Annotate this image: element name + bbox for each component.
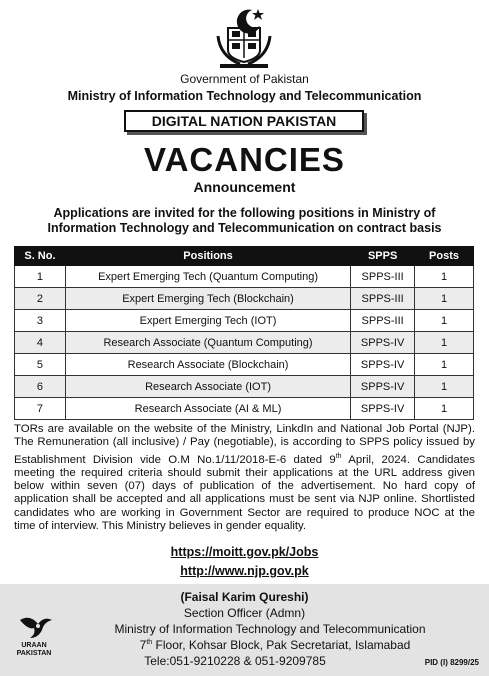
cell-sno: 1 [15, 266, 66, 288]
uraan-logo-line2: PAKISTAN [16, 650, 52, 657]
cell-spps: SPPS-III [351, 266, 415, 288]
header-positions: Positions [65, 247, 350, 266]
cell-sno: 6 [15, 376, 66, 398]
cell-posts: 1 [415, 354, 474, 376]
cell-posts: 1 [415, 332, 474, 354]
uraan-pakistan-logo-icon [8, 612, 60, 670]
tors-text-part1: TORs are available on the website of the Ministry, LinkdIn and National Job Portal (NJP). The Remuneration (all inclusive) / Pay (negotiable), is according to SPPS policy issued by Establishment Division vide O.M No.1/11/2018-E-6 dated 9 [14, 423, 475, 466]
page-title: VACANCIES [144, 141, 345, 178]
cell-sno: 5 [15, 354, 66, 376]
cell-spps: SPPS-III [351, 310, 415, 332]
vacancies-table [14, 246, 474, 420]
footer-address [90, 638, 460, 652]
address-rest: Floor, Kohsar Block, Pak Secretariat, Islamabad [152, 638, 411, 652]
pid-number: PID (I) 8299/25 [424, 658, 479, 667]
ministry-title: Ministry of Information Technology and Telecommunication [67, 89, 422, 103]
table-row [15, 332, 474, 354]
header-spps: SPPS [351, 247, 415, 266]
cell-posts: 1 [415, 266, 474, 288]
cell-position: Research Associate (Quantum Computing) [65, 332, 350, 354]
cell-position: Research Associate (AI & ML) [65, 398, 350, 420]
jobs-link[interactable]: https://moitt.gov.pk/Jobs [170, 545, 319, 559]
cell-posts: 1 [415, 288, 474, 310]
table-row [15, 310, 474, 332]
pakistan-emblem-icon [214, 6, 274, 70]
cell-position: Research Associate (IOT) [65, 376, 350, 398]
cell-spps: SPPS-IV [351, 398, 415, 420]
tors-date-suffix: th [335, 452, 342, 460]
tors-text-part2: April, 2024. Candidates meeting the required criteria should submit their applications at the URL address given below within seven (07) days of publication of the advertisement. No hard copy of application shall be accepted and all applications must be sent via NJP online. Shortlisted candidates who are working in Government Sector are required to produce NOC at the time of interview. This Ministry believes in gender equality. [14, 453, 475, 532]
uraan-logo-line1: URAAN [21, 642, 47, 649]
address-floor-number: 7 [139, 638, 147, 652]
cell-sno: 3 [15, 310, 66, 332]
cell-posts: 1 [415, 310, 474, 332]
footer-telephone: Tele:051-9210228 & 051-9209785 [144, 654, 326, 668]
address-floor-suffix: th [146, 639, 153, 646]
cell-sno: 7 [15, 398, 66, 420]
cell-spps: SPPS-IV [351, 332, 415, 354]
table-row [15, 398, 474, 420]
header-sno: S. No. [15, 247, 66, 266]
table-row [15, 266, 474, 288]
officer-designation: Section Officer (Admn) [183, 606, 306, 620]
footer-ministry: Ministry of Information Technology and Telecommunication [114, 622, 426, 636]
header-posts: Posts [415, 247, 474, 266]
cell-position: Research Associate (Blockchain) [65, 354, 350, 376]
table-row [15, 376, 474, 398]
cell-sno: 4 [15, 332, 66, 354]
table-row [15, 354, 474, 376]
intro-text: Applications are invited for the following positions in Ministry of Information Technology and Telecommunication on contract basis [47, 206, 442, 235]
table-header-row [15, 247, 474, 266]
officer-name: (Faisal Karim Qureshi) [180, 590, 309, 604]
program-banner: DIGITAL NATION PAKISTAN [124, 110, 364, 132]
cell-spps: SPPS-IV [351, 354, 415, 376]
cell-spps: SPPS-IV [351, 376, 415, 398]
cell-posts: 1 [415, 376, 474, 398]
government-label: Government of Pakistan [180, 72, 309, 86]
tors-paragraph [14, 423, 475, 533]
page-subtitle: Announcement [193, 179, 296, 195]
cell-position: Expert Emerging Tech (Quantum Computing) [65, 266, 350, 288]
cell-position: Expert Emerging Tech (IOT) [65, 310, 350, 332]
table-row [15, 288, 474, 310]
cell-spps: SPPS-III [351, 288, 415, 310]
cell-position: Expert Emerging Tech (Blockchain) [65, 288, 350, 310]
njp-link[interactable]: http://www.njp.gov.pk [180, 564, 309, 578]
cell-sno: 2 [15, 288, 66, 310]
cell-posts: 1 [415, 398, 474, 420]
